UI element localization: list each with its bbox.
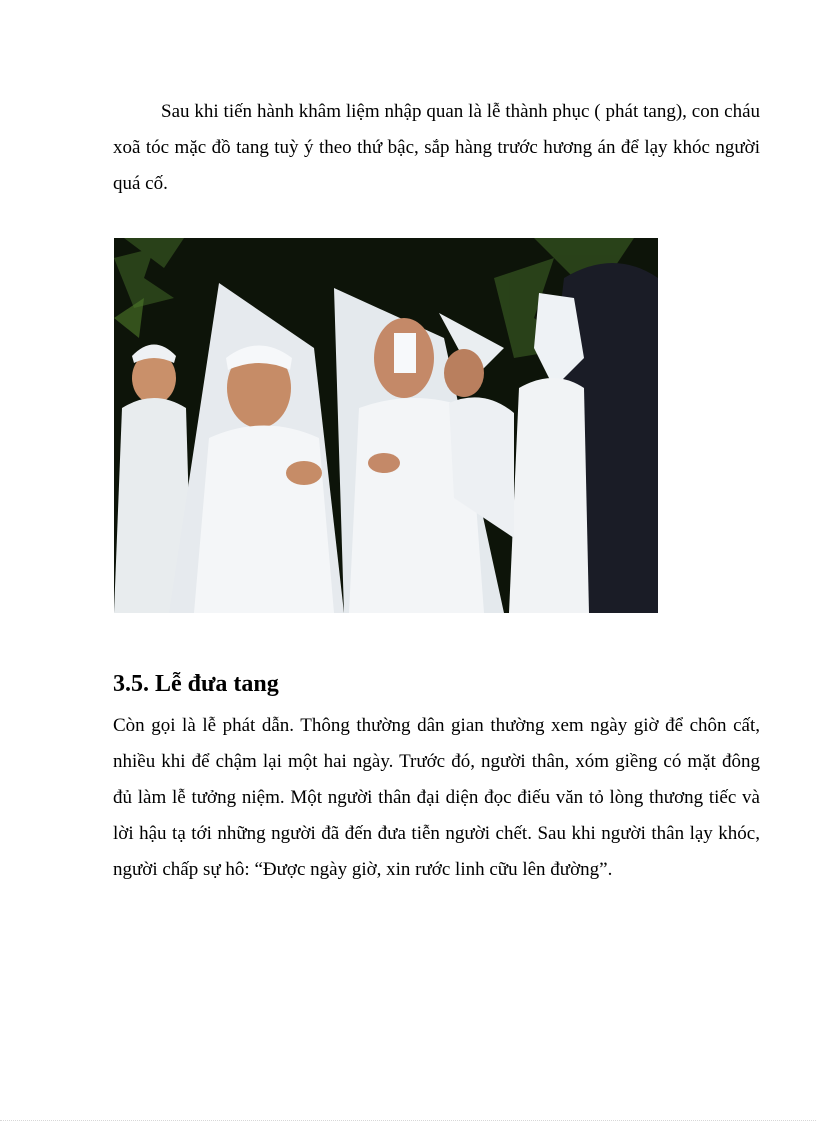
- mourners-photo-icon: [114, 238, 658, 613]
- section-heading: 3.5. Lễ đưa tang: [113, 671, 279, 697]
- intro-paragraph: Sau khi tiến hành khâm liệm nhập quan là lễ thành phục ( phát tang), con cháu xoã tóc mặc đồ tang tuỳ ý theo thứ bậc, sắp hàng trước hương án để lạy khóc người quá cố.: [113, 101, 760, 194]
- section-paragraph: Còn gọi là lễ phát dẫn. Thông thường dân gian thường xem ngày giờ để chôn cất, nhiều khi để chậm lại một hai ngày. Trước đó, người thân, xóm giềng có mặt đông đủ làm lễ tưởng niệm. Một người thân đại diện đọc điếu văn tỏ lòng thương tiếc và lời hậu tạ tới những người đã đến đưa tiễn người chết. Sau khi người thân lạy khóc, người chấp sự hô: “Được ngày giờ, xin rước linh cữu lên đường”.: [113, 715, 760, 880]
- page-bottom-divider: [0, 1120, 816, 1121]
- mourners-photo: [114, 238, 658, 613]
